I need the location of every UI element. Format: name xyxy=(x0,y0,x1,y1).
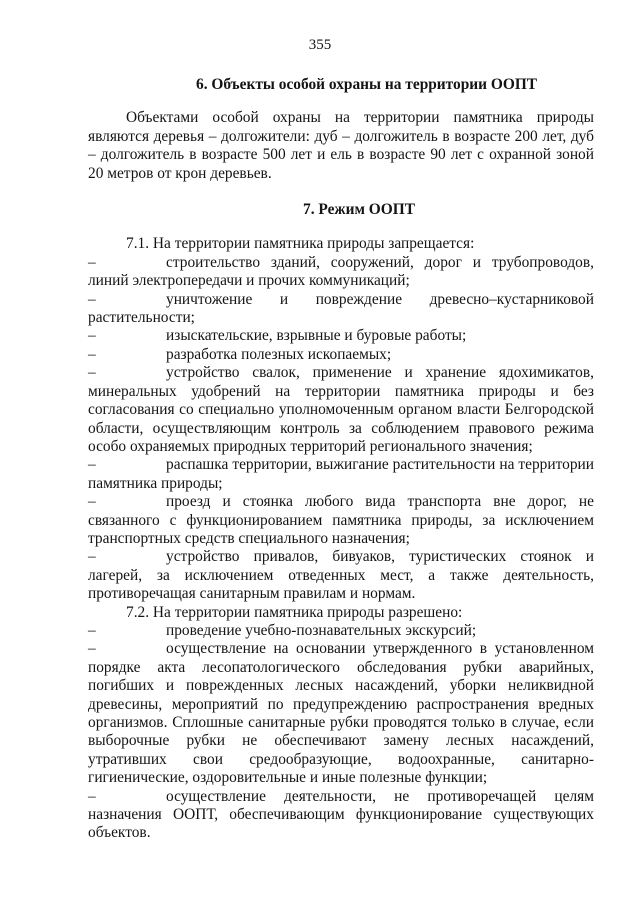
list-dash: – xyxy=(88,456,96,474)
page-number: 355 xyxy=(308,37,332,53)
list-item-text: устройство свалок, применение и хранение ядохимикатов, минеральных удобрений на территории памятника природы и без согласования со специально уполномоченным органом власти Белгородской области, осуществляющим контроль за соблюдением правового режима особо охраняемых природных территорий регионального значения; xyxy=(88,364,594,455)
list-dash: – xyxy=(88,327,96,345)
list-dash: – xyxy=(88,364,96,382)
list-dash: – xyxy=(88,640,96,658)
clause-7-2-intro: 7.2. На территории памятника природы разрешено: xyxy=(126,603,463,621)
list-item-text: изыскательские, взрывные и буровые работы; xyxy=(166,327,467,345)
list-item-text: проезд и стоянка любого вида транспорта вне дорог, не связанного с функционированием памятника природы, за исключением транспортных средств специального назначения; xyxy=(88,493,594,547)
section-6-heading: 6. Объекты особой охраны на территории ООПТ xyxy=(196,76,538,93)
list-item-text: осуществление деятельности, не противоречащей целям назначения ООПТ, обеспечивающим функционирование существующих объектов. xyxy=(88,787,594,842)
list-dash: – xyxy=(88,253,96,271)
prohibited-list xyxy=(88,254,594,604)
prohibited-item xyxy=(88,254,594,291)
list-dash: – xyxy=(88,548,96,566)
allowed-item xyxy=(88,788,594,843)
list-dash: – xyxy=(88,290,96,308)
prohibited-item xyxy=(88,291,594,328)
prohibited-item xyxy=(88,456,594,493)
list-item-text: разработка полезных ископаемых; xyxy=(166,345,392,363)
list-item-text: уничтожение и повреждение древесно–кустарниковой растительности; xyxy=(88,290,594,327)
allowed-item xyxy=(88,622,594,640)
allowed-item xyxy=(88,640,594,787)
prohibited-item xyxy=(88,364,594,456)
document-body xyxy=(88,76,594,843)
list-item-text: строительство зданий, сооружений, дорог и трубопроводов, линий электропередачи и прочих коммуникаций; xyxy=(88,253,594,290)
section-7-heading: 7. Режим ООПТ xyxy=(303,201,415,219)
prohibited-item xyxy=(88,327,594,345)
list-item-text: проведение учебно-познавательных экскурсий; xyxy=(166,621,477,639)
prohibited-item xyxy=(88,548,594,603)
list-dash: – xyxy=(88,621,96,639)
list-item-text: устройство привалов, бивуаков, туристических стоянок и лагерей, за исключением отведенных мест, а также деятельность, противоречащая санитарным правилам и нормам. xyxy=(88,548,594,603)
section-6-paragraph: Объектами особой охраны на территории памятника природы являются деревья – долгожители: дуб – долгожитель в возрасте 200 лет, дуб – долгожитель в возрасте 500 лет и ель в возрасте 90 лет с охранной зоной 20 метров от крон деревьев. xyxy=(88,109,594,182)
prohibited-item xyxy=(88,346,594,364)
list-dash: – xyxy=(88,345,96,363)
list-dash: – xyxy=(88,493,96,511)
clause-7-1-intro: 7.1. На территории памятника природы запрещается: xyxy=(126,235,475,253)
list-dash: – xyxy=(88,787,96,805)
list-item-text: распашка территории, выжигание растительности на территории памятника природы; xyxy=(88,456,594,492)
prohibited-item xyxy=(88,493,594,548)
list-item-text: осуществление на основании утвержденного в установленном порядке акта лесопатологического обследования рубки аварийных, погибших и поврежденных лесных насаждений, уборки неликвидной древесины, мероприятий по предупреждению распространения вредных организмов. Сплошные санитарные рубки проводятся только в случае, если выборочные рубки не обеспечивают замену лесных насаждений, утративших свои средообразующие, водоохранные, санитарно-гигиенические, оздоровительные и иные полезные функции; xyxy=(88,640,594,787)
allowed-list xyxy=(88,622,594,843)
